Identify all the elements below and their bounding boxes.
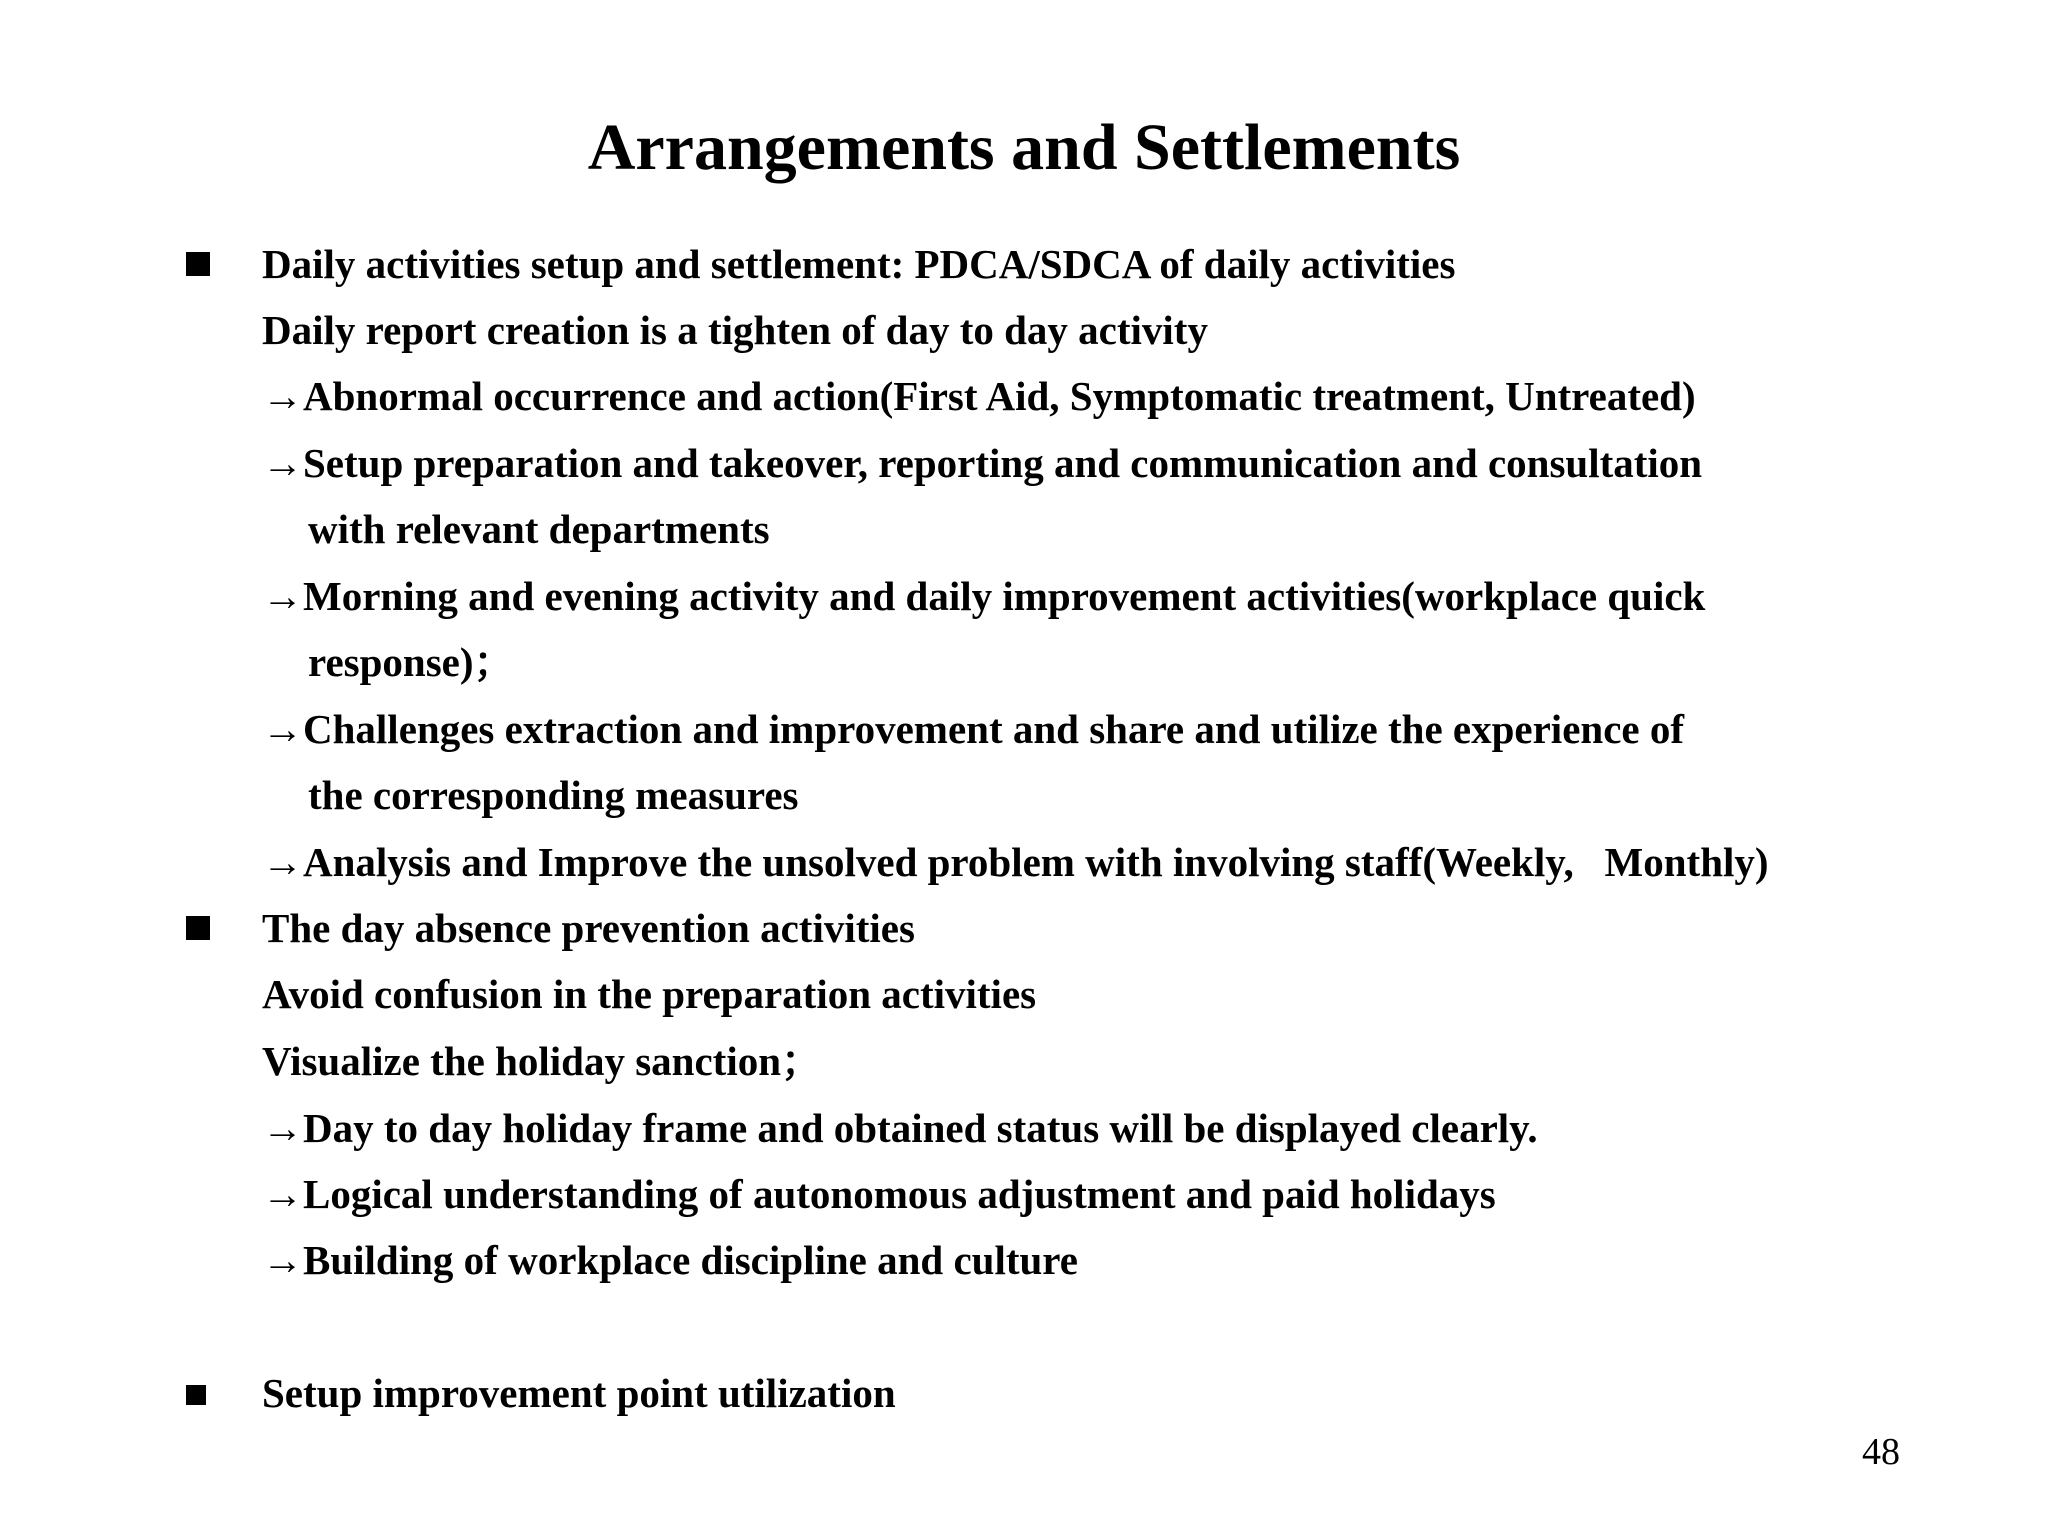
- section-1-line-4: with relevant departments: [308, 506, 770, 552]
- section-1-line-8: the corresponding measures: [308, 772, 799, 818]
- section-1-line-6: response)；: [308, 639, 515, 685]
- square-bullet-icon: [186, 1385, 206, 1405]
- section-2-line-1: Avoid confusion in the preparation activities: [262, 971, 1037, 1017]
- square-bullet-icon: [186, 252, 210, 276]
- section-1-line-1: Daily report creation is a tighten of day to day activity: [262, 307, 1208, 353]
- slide-title: Arrangements and Settlements: [587, 111, 1461, 184]
- square-bullet-icon: [186, 916, 210, 940]
- section-1-line-7: →Challenges extraction and improvement and share and utilize the experience of: [262, 706, 1684, 752]
- section-2-line-3: →Day to day holiday frame and obtained status will be displayed clearly.: [262, 1105, 1538, 1151]
- section-2-line-4: →Logical understanding of autonomous adjustment and paid holidays: [262, 1171, 1496, 1217]
- section-1-line-3: →Setup preparation and takeover, reporting and communication and consultation: [262, 440, 1703, 486]
- section-1-heading: Daily activities setup and settlement: PDCA/SDCA of daily activities: [262, 241, 1456, 287]
- section-1-line-9: →Analysis and Improve the unsolved problem with involving staff(Weekly, Monthly): [262, 839, 1769, 885]
- section-2-line-2: Visualize the holiday sanction；: [262, 1038, 823, 1084]
- section-2-heading: The day absence prevention activities: [262, 905, 915, 951]
- page-number: 48: [1862, 1431, 1900, 1473]
- section-1-line-2: →Abnormal occurrence and action(First Aid, Symptomatic treatment, Untreated): [262, 373, 1696, 419]
- section-3-heading: Setup improvement point utilization: [262, 1370, 896, 1416]
- section-1-line-5: →Morning and evening activity and daily improvement activities(workplace quick: [262, 573, 1706, 619]
- section-2-line-5: →Building of workplace discipline and culture: [262, 1237, 1078, 1283]
